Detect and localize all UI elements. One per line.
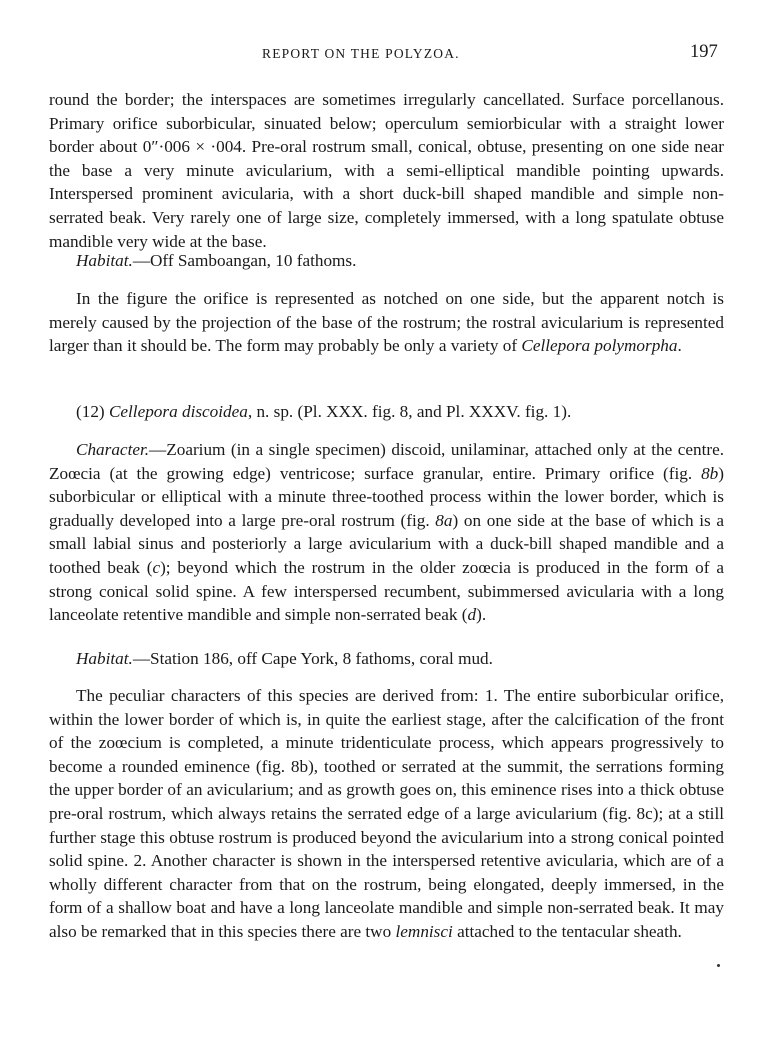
character-paragraph	[49, 438, 724, 627]
species-heading	[76, 400, 724, 424]
habitat-text: —Station 186, off Cape York, 8 fathoms, coral mud.	[132, 649, 493, 668]
running-head: REPORT ON THE POLYZOA.	[262, 46, 460, 61]
page-number: 197	[690, 42, 718, 62]
character-text-2: ) suborbicular or elliptical with a minute three-toothed process within the lower border, which is gradually developed into a large pre-oral rostrum (fig.	[49, 463, 724, 530]
habitat-label: Habitat.	[76, 251, 133, 270]
discussion-text-2: attached to the tentacular sheath.	[452, 921, 682, 941]
species-number: (12)	[76, 402, 109, 421]
print-speck	[717, 964, 720, 967]
character-text-5: ).	[476, 605, 487, 625]
character-text-1: —Zoarium (in a single specimen) discoid, unilaminar, attached only at the centre. Zoœcia (at the growing edge) ventricose; surface granular, entire. Primary orifice (fig.	[49, 440, 724, 483]
species-plates: , n. sp. (Pl. XXX. fig. 8, and Pl. XXXV. fig. 1).	[247, 402, 572, 421]
remarks-text: In the figure the orifice is represented as notched on one side, but the apparent notch is merely caused by the projection of the base of the rostrum; the rostral avicularium is represented larger than it should be. The form may probably be only a variety of	[49, 289, 724, 356]
page-header	[0, 44, 776, 72]
discussion-text-1: The peculiar characters of this species are derived from: 1. The entire suborbicular orifice, within the lower border of which is, in quite the earliest stage, after the calcification of the front of the zoœcium is completed, a minute tridenticulate process, which appears progressively to become a rounded eminence (fig. 8b), toothed or serrated at the summit, the serrations forming the upper border of an avicularium; and as growth goes on, this eminence rises into a thick obtuse pre-oral rostrum, which always retains the serrated edge of a large avicularium (fig. 8c); at a still further stage this obtuse rostrum is produced beyond the avicularium into a strong conical pointed solid spine. 2. Another character is shown in the interspersed retentive avicularia, which are of a wholly different character from that on the rostrum, being elongated, deeply immersed, in the form of a shallow boat and have a long lanceolate mandible and simple non-serrated beak. It may also be remarked that in this species there are two	[49, 686, 724, 941]
habitat-text: —Off Samboangan, 10 fathoms.	[132, 251, 357, 270]
species-name: Cellepora discoidea	[108, 402, 248, 421]
figure-ref-8a: 8a	[435, 510, 453, 530]
character-text-4: ); beyond which the rostrum in the older zoœcia is produced in the form of a strong conical solid spine. A few interspersed recumbent, subimmersed avicularia with a long lanceolate retentive mandible and simple non-serrated beak (	[49, 557, 724, 625]
habitat-line-2	[76, 647, 724, 671]
lemnisci-term: lemnisci	[395, 921, 453, 941]
figure-ref-8b: 8b	[701, 463, 719, 483]
figure-ref-d: d	[467, 605, 477, 625]
habitat-label: Habitat.	[76, 649, 133, 668]
remarks-end: .	[677, 336, 682, 356]
figure-ref-c: c	[152, 557, 161, 577]
character-label: Character.	[76, 440, 150, 459]
habitat-line-1	[76, 249, 724, 273]
remarks-paragraph	[49, 287, 724, 358]
species-reference: Cellepora polymorpha	[521, 336, 678, 356]
discussion-paragraph	[49, 684, 724, 944]
description-paragraph: round the border; the interspaces are sometimes irregularly cancellated. Surface porcellanous. Primary orifice suborbicular, sinuated below; operculum semiorbicular with a straight lower border about 0″·006 × ·004. Pre-oral rostrum small, conical, obtuse, presenting on one side near the base a very minute avicularium, with a semi-elliptical mandible pointing upwards. Interspersed prominent avicularia, with a short duck-bill shaped mandible and simple non-serrated beak. Very rarely one of large size, completely immersed, with a long spatulate obtuse mandible very wide at the base.	[49, 90, 724, 251]
character-text-3: ) on one side at the base of which is a small labial sinus and posteriorly a large avicularium with a duck-bill shaped mandible and a toothed beak (	[49, 510, 724, 577]
